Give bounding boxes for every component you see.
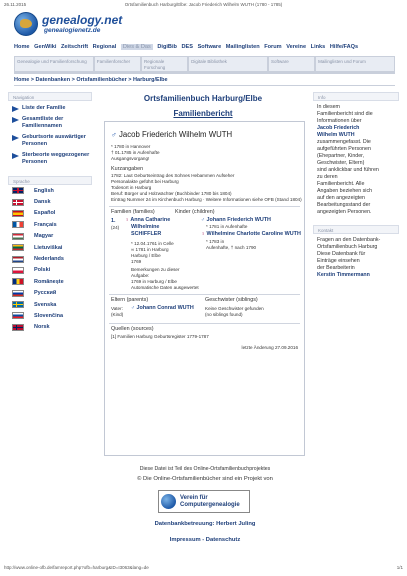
child-link[interactable]: ♂ Johann Friederich WUTH — [201, 217, 271, 223]
lang-francais[interactable]: Français — [8, 219, 92, 230]
globe-icon — [161, 494, 176, 509]
flag-ru-icon — [12, 290, 24, 297]
footer-copyright[interactable]: © Die Online-Ortsfamilienbücher sind ein Projekt von — [137, 476, 273, 482]
flag-nl-icon — [12, 256, 24, 263]
subnav-divider — [14, 72, 395, 74]
spouse-detail: ∞ 1781 in Harburg — [131, 247, 169, 252]
family-report-card — [104, 121, 305, 456]
lang-dansk[interactable]: Dansk — [8, 196, 92, 207]
family-note: (24) — [111, 225, 120, 230]
person-birth: * 1780 in Hannover — [111, 144, 151, 149]
spouse-name3: SCHIFFLER — [131, 231, 162, 237]
contact-text: Fragen an den Datenbank- Ortsfamilienbuch Harburg Diese Datenbank für Einträge einsehen der Bearbeiterin Kerstin Timmermann — [313, 234, 399, 282]
section-divider — [109, 323, 300, 324]
spouse-detail: Bemerkungen zu dieser — [131, 267, 180, 272]
nav-des[interactable]: DES — [181, 44, 194, 50]
nav-digibib[interactable]: DigiBib — [157, 44, 177, 50]
contact-link[interactable]: Kerstin Timmermann — [317, 272, 370, 278]
child-detail: * 1783 in — [206, 239, 225, 244]
siblings-text: Keine Geschwister gefunden — [205, 306, 264, 311]
link-geburtsorte[interactable]: Geburtsorte auswärtiger Personen — [12, 134, 92, 148]
flag-lt-icon — [12, 244, 24, 251]
siblings-text: (no siblings found) — [205, 312, 243, 317]
logo-main-text: genealogy.net — [42, 13, 123, 27]
nav-home[interactable]: Home — [14, 44, 30, 50]
left-sidebar — [8, 92, 92, 333]
arrow-right-icon — [12, 106, 19, 112]
flag-gb-icon — [12, 187, 24, 194]
footer-project-line[interactable]: Diese Datei ist Teil des Online-Ortsfamilienbuchprojektes — [139, 466, 271, 472]
female-icon: ♀ — [125, 217, 130, 223]
child-detail: Aufenhafte, † nach 1790 — [206, 245, 257, 250]
nav-genwiki[interactable]: GenWiki — [34, 44, 57, 50]
top-navigation — [14, 44, 395, 54]
contact-box-title: Kontakt — [313, 225, 399, 234]
lang-lietuviskai[interactable]: Lietuviškai — [8, 242, 92, 253]
nav-forum[interactable]: Forum — [264, 44, 282, 50]
link-familiennamen[interactable]: Gesamtliste der Familiennamen — [12, 116, 92, 130]
print-date: 26.11.2015 — [4, 2, 27, 7]
flag-se-icon — [12, 301, 24, 308]
female-icon: ♀ — [201, 231, 206, 237]
flag-hu-icon — [12, 233, 24, 240]
spouse-detail: 1769 in Harburg / Elbe — [131, 279, 177, 284]
nav-links[interactable]: Links — [310, 44, 326, 50]
subnav-item[interactable]: Genealogie und Familienforschung — [14, 56, 94, 72]
lang-norsk[interactable]: Norsk — [8, 322, 92, 333]
print-header — [4, 2, 403, 10]
subnav-item[interactable]: Mailinglisten und Forum — [315, 56, 395, 72]
flag-no-icon — [12, 324, 24, 331]
arrow-right-icon — [12, 135, 19, 141]
globe-icon — [14, 12, 38, 36]
children-label: Kinder (children) — [175, 209, 215, 215]
subnav-item[interactable]: Digitale Bibliothek — [188, 56, 268, 72]
flag-es-icon — [12, 210, 24, 217]
nav-regional[interactable]: Regional — [92, 44, 117, 50]
spouse-detail: Harburg / Elbe — [131, 253, 161, 258]
right-sidebar — [313, 92, 399, 282]
nav-vereine[interactable]: Vereine — [286, 44, 307, 50]
person-death: † 01.1785 in Aufenhafte — [111, 150, 160, 155]
sources-text: [1] Familien Harburg Geburtsregister 1779-1787 — [111, 334, 209, 339]
link-sterbeorte[interactable]: Sterbeorte weggezogener Personen — [12, 152, 92, 166]
male-icon: ♂ — [131, 305, 136, 311]
child-link[interactable]: ♀ Wilhelmine Charlotte Caroline WUTH — [201, 231, 301, 237]
section-divider — [109, 206, 300, 207]
lang-svenska[interactable]: Svenska — [8, 299, 92, 310]
subnav-item[interactable]: Software — [268, 56, 315, 72]
spouse-link[interactable]: ♀ Anna Catharine — [125, 217, 171, 223]
logo-sub-text: genealogienetz.de — [44, 27, 101, 34]
family-index: 1. — [111, 218, 116, 224]
arrow-right-icon — [12, 153, 19, 159]
breadcrumb[interactable]: Home > Datenbanken > Ortsfamilienbücher > Harburg/Elbe — [14, 77, 168, 83]
footer-impressum[interactable]: Impressum - Datenschutz — [169, 537, 241, 543]
male-icon: ♂ — [201, 217, 206, 223]
spouse-detail: Aufgabe: — [131, 273, 150, 278]
print-footer — [4, 565, 403, 573]
lang-russkij[interactable]: Русский — [8, 288, 92, 299]
spouse-detail: 1769 — [131, 259, 142, 264]
father-link[interactable]: ♂ Johann Conrad WUTH — [131, 305, 194, 311]
page-title: Ortsfamilienbuch Harburg/Elbe — [143, 94, 263, 103]
person-name: ♂ Jacob Friederich Wilhelm WUTH — [111, 130, 233, 139]
lang-nederlands[interactable]: Nederlands — [8, 253, 92, 264]
nav-zeitschrift[interactable]: Zeitschrift — [61, 44, 89, 50]
print-page: 1/1 — [396, 565, 403, 570]
beruf-line: 1782: Laut Geburtseintrag des Sohnes Hebammen Aufseher — [111, 173, 235, 178]
sub-navigation — [14, 56, 395, 72]
print-url: http://www.online-ofb.de/famreport.php?ofb=harburg&ID=I3063&lang=de — [4, 565, 149, 570]
flag-fr-icon — [12, 221, 24, 228]
nav-mailinglisten[interactable]: Mailinglisten — [225, 44, 260, 50]
spouse-name2: Wilhelmine — [131, 224, 160, 230]
spouse-detail: Automatische Daten ausgewertet — [131, 285, 199, 290]
nav-highlight[interactable]: Dies & Das — [122, 44, 151, 50]
spouse-detail: * 12.04.1761 in Celle — [131, 241, 174, 246]
lang-magyar[interactable]: Magyar — [8, 231, 92, 242]
nav-software[interactable]: Software — [197, 44, 222, 50]
footer-maintainer[interactable]: Datenbankbetreuung: Herbert Juling — [154, 521, 256, 527]
person-note: Ausgangsvorgang! — [111, 156, 150, 161]
lang-romaneste[interactable]: Românește — [8, 276, 92, 287]
print-title: Ortsfamilienbuch Harburg/Elbe: Jacob Friederich Wilhelm WUTH (1780 - 1785) — [124, 2, 283, 7]
lang-espanol[interactable]: Español — [8, 208, 92, 219]
father-label: Vater: — [111, 306, 123, 311]
info-text: In diesem Familienbericht sind die Informationen über Jacob Friederich Wilhelm WUTH zusammengefasst. Die aufgeführten Personen (Ehepartner, Kinder, Geschwister, Eltern) sind anklickbar und führen zu deren Familienbericht. Alle Angaben beziehen sich auf den angezeigten Bearbeitungsstand der angezeigten Personen. — [317, 104, 379, 215]
lang-polski[interactable]: Polski — [8, 265, 92, 276]
subnav-item[interactable]: Regionale Forschung — [141, 56, 188, 72]
male-icon: ♂ — [111, 130, 117, 139]
section-divider — [109, 294, 300, 295]
beruf-line: Todesort in Harburg — [111, 185, 152, 190]
parents-label: Eltern (parents) — [111, 297, 149, 303]
child-detail: * 1781 in Aufenhafte — [206, 224, 248, 229]
main-content — [101, 94, 305, 350]
site-logo[interactable] — [14, 12, 174, 38]
sources-label: Quellen (sources) — [111, 326, 154, 332]
breadcrumb-divider — [14, 85, 395, 86]
beruf-line: Beruf: Bürger und Holzwächter (Buchbinder 1780 bis 1804) — [111, 191, 232, 196]
subnav-item[interactable]: Familienforscher — [94, 56, 141, 72]
info-box-title: Info — [313, 92, 399, 101]
arrow-right-icon — [12, 117, 19, 123]
flag-sk-icon — [12, 312, 24, 319]
flag-dk-icon — [12, 199, 24, 206]
verein-logo[interactable]: Verein für Computergenealogie — [158, 490, 250, 513]
last-modified: letzte Änderung 27.09.2016 — [241, 345, 298, 350]
siblings-label: Geschwister (siblings) — [205, 297, 258, 303]
beruf-label: Kurzangaben — [111, 166, 144, 172]
flag-ro-icon — [12, 278, 24, 285]
families-label: Familien (families) — [111, 209, 155, 215]
link-familienliste[interactable]: Liste der Familie — [12, 105, 92, 112]
beruf-line: Personalakte geführt bei Harburg — [111, 179, 179, 184]
nav-hilfe[interactable]: Hilfe/FAQs — [329, 44, 359, 50]
father-note: (Kind) — [111, 312, 124, 317]
ref-line: Eintrag Nummer 24 im Kirchenbuch Harburg · Weitere Informationen siehe OFB (Stand 1804) — [111, 197, 302, 202]
page-subtitle: Familienbericht — [173, 109, 233, 118]
lang-slovencina[interactable]: Slovenčina — [8, 310, 92, 321]
language-box-title: Sprache — [8, 176, 92, 185]
lang-english[interactable]: English — [8, 185, 92, 196]
nav-box-title: Navigation — [8, 92, 92, 101]
flag-pl-icon — [12, 267, 24, 274]
